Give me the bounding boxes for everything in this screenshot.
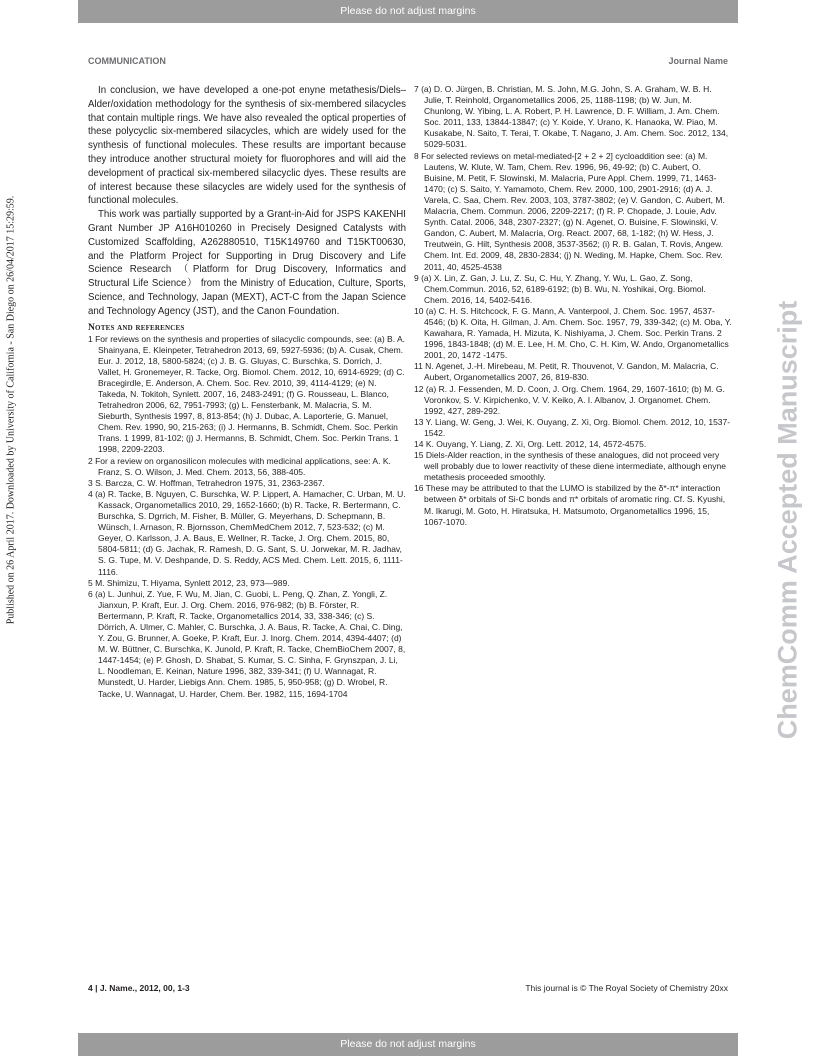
reference-item: 6 (a) L. Junhui, Z. Yue, F. Wu, M. Jian, C. Guobi, L. Peng, Q. Zhan, Z. Yongli, Z. Jianxun, P. Kraft, Eur. J. Org. Chem. 2016, 976-982; (b) B. Förster, R. Bertermann, P. Kraft, R. Tacke, Organometallics 2014, 33, 338-346; (c) S. Dörrich, A. Ulmer, C. Mahler, C. Burschka, J. A. Baus, R. Tacke, A. Chai, C. Ding, Y. Zou, G. Brunner, A. Goeke, P. Kraft, Eur. J. Inorg. Chem. 2014, 4394-4407; (d) M. W. Büttner, C. Burschka, K. Junold, P. Kraft, R. Tacke, ChemBioChem 2007, 8, 1447-1454; (e) P. Ghosh, D. Shabat, S. Kumar, S. C. Sinha, F. Grynszpan, J. Li, L. Noodleman, E. Keinan, Nature 1996, 382, 339-341; (f) U. Wannagat, R. Munstedt, U. Harder, Liebigs Ann. Chem. 1985, 5, 950-958; (g) D. Wrobel, R. Tacke, U. Wannagat, U. Harder, Chem. Ber. 1982, 115, 1694-1704 [88, 588, 406, 699]
reference-item: 3 S. Barcza, C. W. Hoffman, Tetrahedron 1975, 31, 2363-2367. [88, 477, 325, 488]
side-note-text: Published on 26 April 2017. Downloaded by University of California - San Diego on 26/04/2017 15:29:59. [5, 195, 17, 625]
footer-copyright: This journal is © The Royal Society of Chemistry 20xx [525, 983, 728, 993]
watermark-text: ChemComm Accepted Manuscript [772, 300, 803, 740]
reference-item: 9 (a) X. Lin, Z. Gan, J. Lu, Z. Su, C. Hu, Y. Zhang, Y. Wu, L. Gao, Z. Song, Chem.Commun. 2016, 52, 6189-6192; (b) B. Wu, N. Yoshikai, Org. Biomol. Chem. 2016, 14, 5402-5416. [414, 272, 706, 305]
header-section-label: COMMUNICATION [88, 56, 166, 66]
running-header [88, 56, 728, 66]
page-footer [88, 983, 728, 993]
reference-item: 13 Y. Liang, W. Geng, J. Wei, K. Ouyang, Z. Xi, Org. Biomol. Chem. 2012, 10, 1537-1542. [414, 416, 731, 438]
top-margin-banner: Please do not adjust margins [78, 0, 738, 23]
header-journal-name: Journal Name [668, 56, 728, 66]
reference-item: 15 Diels-Alder reaction, in the synthesis of these analogues, did not proceed very well probably due to lower reactivity of these diene intermediate, although enyne metathesis proceeded smoothly. [414, 450, 726, 483]
right-column [414, 84, 732, 528]
footer-citation: 4 | J. Name., 2012, 00, 1-3 [88, 983, 190, 993]
reference-item: 2 For a review on organosilicon molecules with medicinal applications, see: A. K. Franz, S. O. Wilson, J. Med. Chem. 2013, 56, 388-405. [88, 455, 391, 477]
reference-item: 11 N. Agenet, J.-H. Mirebeau, M. Petit, R. Thouvenot, V. Gandon, M. Malacria, C. Aubert, Organometallics 2007, 26, 819-830. [414, 361, 719, 383]
reference-item: 4 (a) R. Tacke, B. Nguyen, C. Burschka, W. P. Lippert, A. Hamacher, C. Urban, M. U. Kassack, Organometallics 2010, 29, 1652-1660; (b) R. Tacke, R. Bertermann, C. Burschka, S. Dgrrich, M. Fisher, B. Müller, G. Meyerhans, D. Schepmann, B. Wünsch, I. Arnason, R. Bjornsson, ChemMedChem 2012, 7, 523-532; (c) M. Geyer, O. Karlsson, J. A. Baus, E. Wellner, R. Tacke, J. Org. Chem. 2015, 80, 5804-5811; (d) G. Jachak, R. Ramesh, D. G. Sant, S. U. Jorwekar, M. R. Jadhav, S. G. Tupe, M. V. Deshpande, D. S. Reddy, ACS Med. Chem. Lett. 2015, 6, 1111-1116. [88, 488, 406, 577]
notes-references-heading: Notes and references [88, 322, 185, 333]
reference-item: 5 M. Shimizu, T. Hiyama, Synlett 2012, 23, 973—989. [88, 577, 290, 588]
reference-item: 16 These may be attributed to that the LUMO is stabilized by the δ*-π* interaction between δ* orbitals of Si-C bonds and π* orbitals of aromatic ring. Cf. S. Kyushi, M. Ikarugi, M. Goto, H. Hiratsuka, H. Matsumoto, Organometallics 1996, 15, 1067-1070. [414, 483, 726, 527]
reference-list-left [88, 334, 406, 700]
reference-item: 1 For reviews on the synthesis and properties of silacyclic compounds, see: (a) B. A. Shainyana, E. Kleinpeter, Tetrahedron 2013, 69, 5927-5936; (b) A. Cusak, Chem. Eur. J. 2012, 18, 5800-5824; (c) J. B. G. Gluyas, C. Burschka, S. Dorrich, J. Vallet, H. Gronemeyer, R. Tacke, Org. Biomol. Chem. 2012, 10, 6914-6929; (d) C. Bracegirdle, E. Anderson, A. Chem. Soc. Rev. 2010, 39, 4114-4129; (e) N. Takeda, N. Tokitoh, Synlett. 2007, 16, 2483-2491; (f) G. Rousseau, L. Blanco, Tetrahedron 2006, 62, 7951-7993; (g) L. Fensterbank, M. Malacria, S. M. Sieburth, Synthesis 1997, 8, 813-854; (h) J. Dubac, A. Laporterie, G. Manuel, Chem. Rev. 1990, 90, 215-263; (i) J. Hermanns, B. Schmidt, Chem. Soc. Perkin Trans. 1 1999, 81-102; (j) J. Hermanns, B. Schmidt, Chem. Soc. Perkin Trans. 1 1998, 2209-2203. [88, 333, 406, 455]
publication-side-note [2, 150, 20, 670]
reference-item: 8 For selected reviews on metal-mediated-[2 + 2 + 2] cycloaddition see: (a) M. Lautens, W. Klute, W. Tam, Chem. Rev. 1996, 96, 49-92; (b) C. Aubert, O. Buisine, M. Petit, F. Slowinski, M. Malacria, Pure Appl. Chem. 1999, 71, 1463-1470; (c) S. Saito, Y. Yamamoto, Chem. Rev. 2000, 100, 2901-2916; (d) A. J. Varela, C. Saa, Chem. Rev. 2003, 103, 3787-3802; (e) V. Gandon, C. Aubert, M. Malacria, Chem. Commun. 2006, 2209-2217; (f) R. P. Chopade, J. Louie, Adv. Synth. Catal. 2006, 348, 2307-2327; (g) N. Agenet, O. Buisine, F. Slowinski, V. Gandon, C. Aubert, M. Malacria, Org. React. 2007, 68, 1-182; (h) W. Hess, J. Treutwein, G. Hilt, Synthesis 2008, 3537-3562; (i) R. B. Galan, T. Rovis, Angew. Chem. Int. Ed. 2009, 48, 2830-2834; (j) N. Weding, M. Hapke, Chem. Soc. Rev. 2011, 40, 4525-4538 [414, 150, 725, 272]
reference-item: 14 K. Ouyang, Y. Liang, Z. Xi, Org. Lett. 2012, 14, 4572-4575. [414, 439, 647, 449]
acknowledgement-paragraph: This work was partially supported by a Grant-in-Aid for JSPS KAKENHI Grant Number JP A16H010260 in Precisely Designed Catalysts with Customized Scaffolding, A262880510, T15K149760 and T15KT00630, and the Platform Project for Supporting in Drug Discovery and Life Science Research （Platform for Drug Discovery, Informatics and Structural Life Science） from the Ministry of Education, Culture, Sports, Science, and Technology, Japan (MEXT), ACT-C from the Japan Science and Technology Agency (JST), and the Canon Foundation. [88, 209, 406, 317]
reference-item: 10 (a) C. H. S. Hitchcock, F. G. Mann, A. Vanterpool, J. Chem. Soc. 1957, 4537-4546; (b) K. Oita, H. Gilman, J. Am. Chem. Soc. 1957, 79, 339-342; (c) M. Oba, Y. Kawahara, R. Yamada, H. Mizuta, K. Nishiyama, J. Chem. Soc. Perkin Trans. 2 1996, 1843-1848; (d) M. E. Lee, H. M. Cho, C. H. Kim, W. Ando, Organometallics 2001, 20, 1472 -1475. [414, 305, 732, 361]
left-column [88, 84, 406, 700]
conclusion-paragraph: In conclusion, we have developed a one-pot enyne metathesis/Diels–Alder/oxidation methodology for the synthesis of six-membered silacycles that contain multiple rings. We have also revealed the optical properties of these polycyclic six-membered silacycles, which are widely used for the synthesis of functional molecules. These results are important because they introduce another structural moiety for fluorophores and will aid the development of practical six-membered silacyclic dyes. These results are of interest because these silacycles are widely used for the synthesis of functional molecules. [88, 85, 406, 207]
reference-list-right [414, 84, 732, 528]
reference-item: 12 (a) R. J. Fessenden, M. D. Coon, J. Org. Chem. 1964, 29, 1607-1610; (b) M. G. Voronkov, S. V. Kirpichenko, V. V. Keiko, A. I. Albanov, J. Organomet. Chem. 1992, 427, 289-292. [414, 383, 725, 416]
bottom-margin-banner: Please do not adjust margins [78, 1033, 738, 1056]
reference-item: 7 (a) D. O. Jürgen, B. Christian, M. S. John, M.G. John, S. A. Graham, W. B. H. Julie, T. Reinhold, Organometallics 2006, 25, 1188-1198; (b) W. Jun, M. Chunlong, W. Yibing, L. A. Robert, P. H. Lawrence, D. F. William, J. Am. Chem. Soc. 2011, 133, 13844-13847; (c) Y. Koide, Y. Urano, K. Hanaoka, W. Piao, M. Kusakabe, N. Saito, T. Terai, T. Okabe, T. Nagano, J. Am. Chem. Soc. 2012, 134, 5029-5031. [414, 84, 729, 150]
accepted-manuscript-watermark [758, 240, 816, 800]
